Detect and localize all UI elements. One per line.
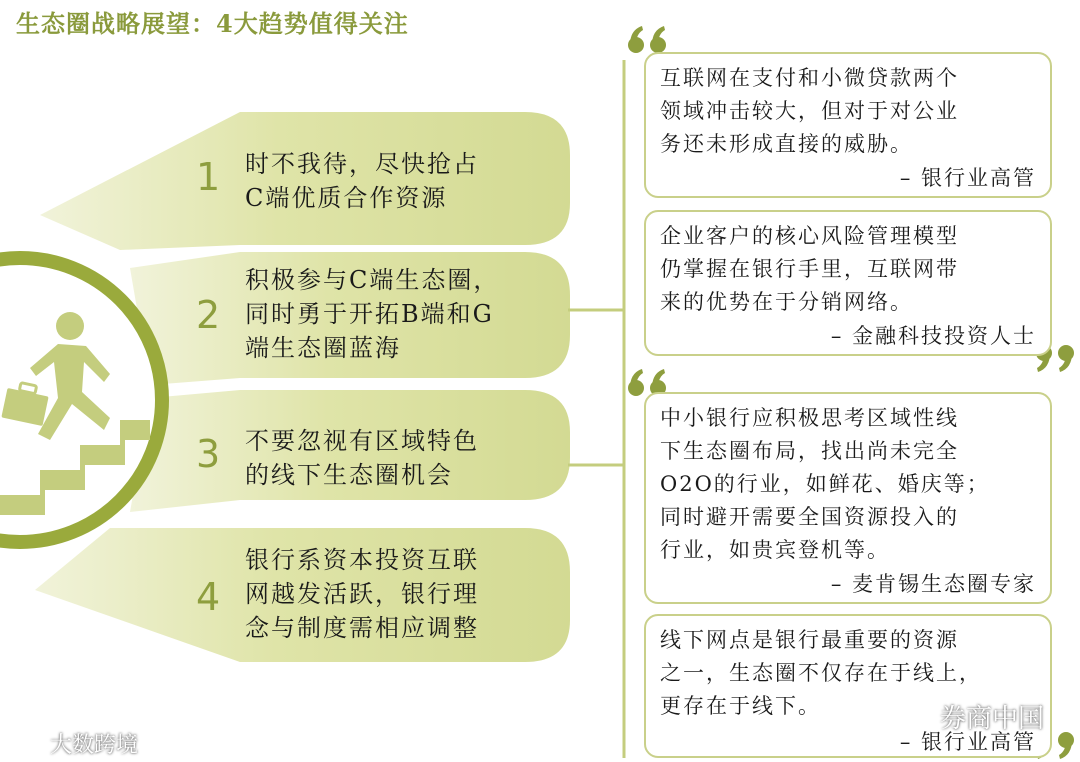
quote-line: 领域冲击较大，但对于对公业 [660, 99, 959, 123]
trend-text-1 [245, 147, 479, 215]
quote-line: 仍掌握在银行手里，互联网带 [660, 257, 959, 281]
quote-line: 下生态圈布局，找出尚未完全 [660, 439, 959, 463]
trend-line: 念与制度需相应调整 [245, 614, 479, 642]
quote-line: 互联网在支付和小微贷款两个 [660, 66, 959, 90]
trend-line: 网越发活跃，银行理 [245, 580, 479, 608]
trend-text-2 [245, 263, 499, 365]
trend-line: 时不我待，尽快抢占 [245, 150, 479, 178]
quote-line: 同时避开需要全国资源投入的 [660, 505, 959, 529]
trend-line: 银行系资本投资互联 [245, 546, 479, 574]
trend-line: 端生态圈蓝海 [245, 334, 401, 362]
quote-box-4 [644, 614, 1052, 758]
quote-line: 企业客户的核心风险管理模型 [660, 224, 959, 248]
quote-line: O2O的行业，如鲜花、婚庆等； [660, 472, 990, 496]
weibo-icon [13, 728, 46, 752]
trend-number-3: 3 [196, 432, 221, 476]
trend-text-3 [245, 424, 479, 492]
trend-line: 积极参与C端生态圈， [245, 266, 500, 294]
quote-line: 来的优势在于分销网络。 [660, 290, 913, 314]
quote-open-icon [628, 26, 666, 53]
trend-text-4 [245, 543, 479, 645]
quote-source: – 银行业高管 [899, 730, 1036, 754]
trend-line: 的线下生态圈机会 [245, 461, 453, 489]
quote-source: – 金融科技投资人士 [830, 324, 1036, 348]
quote-line: 更存在于线下。 [660, 694, 821, 718]
quote-box-1 [644, 52, 1052, 198]
watermark-right: 券商中国 [940, 704, 1045, 734]
watermark-left: 大数跨境 [50, 733, 139, 758]
trend-number-1: 1 [196, 155, 221, 199]
quote-line: 之一，生态圈不仅存在于线上， [660, 661, 982, 685]
trend-line: 同时勇于开拓B端和G [245, 300, 494, 328]
quote-box-2 [644, 210, 1052, 356]
trend-line: 不要忽视有区域特色 [245, 427, 479, 455]
trend-number-2: 2 [196, 293, 221, 337]
trend-line: C端优质合作资源 [245, 184, 448, 212]
quote-line: 线下网点是银行最重要的资源 [660, 628, 959, 652]
quote-source: – 麦肯锡生态圈专家 [830, 572, 1036, 596]
quote-line: 中小银行应积极思考区域性线 [660, 406, 959, 430]
trend-number-4: 4 [196, 575, 221, 619]
page-title: 生态圈战略展望：4大趋势值得关注 [16, 9, 409, 38]
quote-source: – 银行业高管 [899, 166, 1036, 190]
quote-line: 务还未形成直接的威胁。 [660, 132, 913, 156]
quote-box-3 [644, 392, 1052, 604]
quote-line: 行业，如贵宾登机等。 [660, 538, 890, 562]
